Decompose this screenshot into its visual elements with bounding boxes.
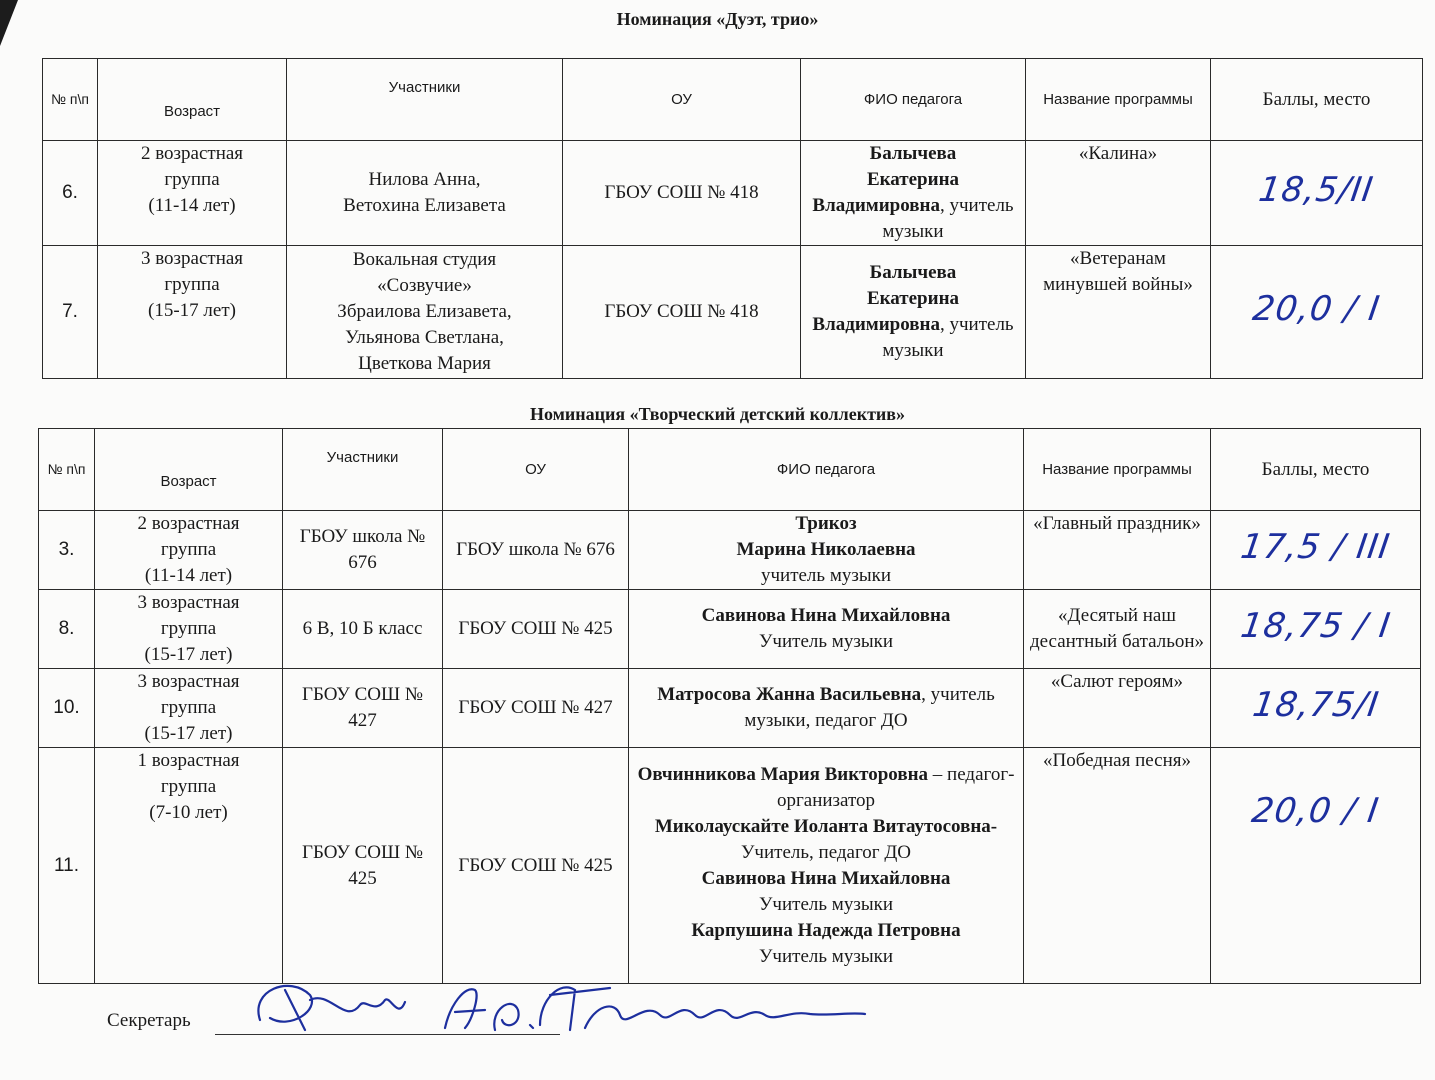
header-row xyxy=(39,429,1421,511)
row-teacher: Балычева Екатерина Владимировна, учитель музыки xyxy=(801,141,1026,246)
row-school: ГБОУ СОШ № 425 xyxy=(443,590,629,669)
row-score xyxy=(1211,590,1421,669)
header-program: Название программы xyxy=(1026,59,1211,141)
table-row xyxy=(39,511,1421,590)
header-program: Название программы xyxy=(1024,429,1211,511)
row-age: 3 возрастная группа (15-17 лет) xyxy=(98,246,287,379)
section-title-collective: Номинация «Творческий детский коллектив» xyxy=(529,404,906,424)
section-title-duet: Номинация «Дуэт, трио» xyxy=(616,9,819,29)
row-school: ГБОУ СОШ № 425 xyxy=(443,748,629,984)
header-school: ОУ xyxy=(443,429,629,511)
row-score xyxy=(1211,141,1423,246)
row-score xyxy=(1211,246,1423,379)
header-age: Возраст xyxy=(98,59,287,141)
row-program: «Салют героям» xyxy=(1024,669,1211,748)
row-participants: Нилова Анна, Ветохина Елизавета xyxy=(287,141,563,246)
row-participants: ГБОУ СОШ № 425 xyxy=(283,748,443,984)
header-teacher: ФИО педагога xyxy=(629,429,1024,511)
row-age: 2 возрастная группа (11-14 лет) xyxy=(95,511,283,590)
row-score xyxy=(1211,511,1421,590)
table-creative-collective xyxy=(38,428,1421,984)
row-num: 3. xyxy=(39,511,95,590)
row-program: «Ветеранам минувшей войны» xyxy=(1026,246,1211,379)
row-program: «Главный праздник» xyxy=(1024,511,1211,590)
row-age: 2 возрастная группа (11-14 лет) xyxy=(98,141,287,246)
header-score: Баллы, место xyxy=(1211,429,1421,511)
row-age: 1 возрастная группа (7-10 лет) xyxy=(95,748,283,984)
row-school: ГБОУ СОШ № 427 xyxy=(443,669,629,748)
row-age: 3 возрастная группа (15-17 лет) xyxy=(95,669,283,748)
header-score: Баллы, место xyxy=(1211,59,1423,141)
table-row xyxy=(43,141,1423,246)
handwritten-score: 20,0 / I xyxy=(1249,791,1382,831)
secretary-label: Секретарь xyxy=(107,1010,191,1031)
header-participants: Участники xyxy=(283,429,443,511)
header-teacher: ФИО педагога xyxy=(801,59,1026,141)
handwritten-score: 18,75 / I xyxy=(1237,606,1394,646)
handwritten-score: 20,0 / I xyxy=(1250,289,1383,329)
row-score xyxy=(1211,669,1421,748)
handwritten-score: 17,5 / III xyxy=(1238,527,1393,567)
table-row xyxy=(43,246,1423,379)
row-participants: ГБОУ школа № 676 xyxy=(283,511,443,590)
table-row xyxy=(39,748,1421,984)
row-teacher: Савинова Нина Михайловна Учитель музыки xyxy=(629,590,1024,669)
row-num: 7. xyxy=(43,246,98,379)
row-school: ГБОУ СОШ № 418 xyxy=(563,246,801,379)
row-teacher: Балычева Екатерина Владимировна, учитель музыки xyxy=(801,246,1026,379)
row-num: 8. xyxy=(39,590,95,669)
row-participants: 6 В, 10 Б класс xyxy=(283,590,443,669)
header-num: № п\п xyxy=(39,429,95,511)
row-school: ГБОУ СОШ № 418 xyxy=(563,141,801,246)
row-num: 10. xyxy=(39,669,95,748)
row-num: 11. xyxy=(39,748,95,984)
handwritten-score: 18,5/II xyxy=(1256,170,1377,210)
row-program: «Победная песня» xyxy=(1024,748,1211,984)
row-teacher: Овчинникова Мария Викторовна – педагог- организатор Миколаускайте Иоланта Витаутосовна- Учитель, педагог ДО Савинова Нина Михайловна Учитель музыки Карпушина Надежда Петровна Учитель музыки xyxy=(629,748,1024,984)
table-duet-trio xyxy=(42,58,1423,379)
handwritten-score: 18,75/I xyxy=(1249,685,1382,725)
row-participants: Вокальная студия «Созвучие» Збраилова Елизавета, Ульянова Светлана, Цветкова Мария xyxy=(287,246,563,379)
row-program: «Десятый наш десантный батальон» xyxy=(1024,590,1211,669)
row-program: «Калина» xyxy=(1026,141,1211,246)
row-teacher: Матросова Жанна Васильевна, учитель музыки, педагог ДО xyxy=(629,669,1024,748)
row-participants: ГБОУ СОШ № 427 xyxy=(283,669,443,748)
header-num: № п\п xyxy=(43,59,98,141)
row-age: 3 возрастная группа (15-17 лет) xyxy=(95,590,283,669)
table-row xyxy=(39,669,1421,748)
header-age: Возраст xyxy=(95,429,283,511)
header-row xyxy=(43,59,1423,141)
table-row xyxy=(39,590,1421,669)
header-participants: Участники xyxy=(287,59,563,141)
row-num: 6. xyxy=(43,141,98,246)
handwritten-signature xyxy=(250,970,870,1050)
header-school: ОУ xyxy=(563,59,801,141)
row-school: ГБОУ школа № 676 xyxy=(443,511,629,590)
row-teacher: Трикоз Марина Николаевна учитель музыки xyxy=(629,511,1024,590)
row-score xyxy=(1211,748,1421,984)
